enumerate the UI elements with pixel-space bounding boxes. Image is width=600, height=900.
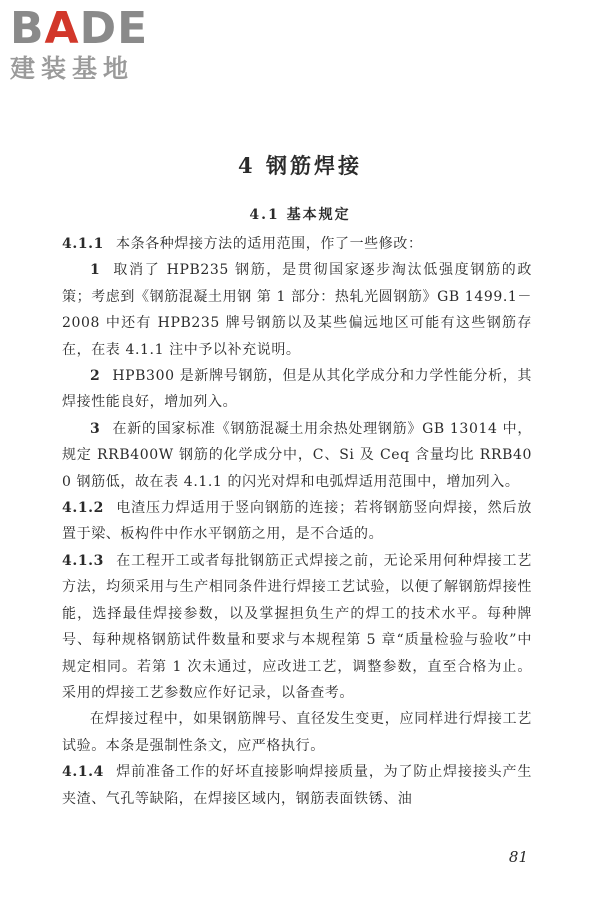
- paragraph-item-1: [62, 257, 532, 363]
- paragraph-4-1-3: [62, 548, 532, 706]
- page-number: 81: [508, 848, 528, 866]
- chapter-title: 4 钢筋焊接: [238, 153, 362, 178]
- item-number: 2: [90, 368, 101, 385]
- logo: [10, 3, 185, 84]
- paragraph-text: HPB300 是新牌号钢筋，但是从其化学成分和力学性能分析，其焊接性能良好，增加列入。: [62, 368, 532, 411]
- paragraph-text: 在新的国家标准《钢筋混凝土用余热处理钢筋》GB 13014 中，规定 RRB400W 钢筋的化学成分中，C、Si 及 Ceq 含量均比 RRB400 钢筋低，故在表 4.1.1 的闪光对焊和电弧焊适用范围中，增加列入。: [62, 420, 532, 490]
- paragraph-item-2: [62, 363, 532, 416]
- clause-number: 4.1.3: [62, 552, 104, 569]
- paragraph-4-1-1: [62, 231, 532, 257]
- paragraph-text: 焊前准备工作的好坏直接影响焊接质量，为了防止焊接接头产生夹渣、气孔等缺陷，在焊接区域内，钢筋表面铁锈、油: [62, 764, 532, 807]
- logo-letter-b: B: [10, 3, 45, 54]
- paragraph-text: 电渣压力焊适用于竖向钢筋的连接；若将钢筋竖向焊接，然后放置于梁、板构件中作水平钢筋之用，是不合适的。: [62, 500, 532, 543]
- item-number: 3: [90, 420, 101, 437]
- section-title: 4.1 基本规定: [249, 207, 351, 223]
- logo-wordmark: [10, 3, 185, 54]
- paragraph-item-3: [62, 416, 532, 495]
- logo-letters-de: DE: [79, 3, 149, 54]
- paragraph-text: 取消了 HPB235 钢筋，是贯彻国家逐步淘汰低强度钢筋的政策；考虑到《钢筋混凝土用钢 第 1 部分：热轧光圆钢筋》GB 1499.1－2008 中还有 HPB235 牌号钢筋以及某些偏远地区可能有这些钢筋存在，在表 4.1.1 注中予以补充说明。: [62, 262, 532, 358]
- paragraph-text: 在工程开工或者每批钢筋正式焊接之前，无论采用何种焊接工艺方法，均须采用与生产相同条件进行焊接工艺试验，以便了解钢筋焊接性能，选择最佳焊接参数，以及掌握担负生产的焊工的技术水平。每种牌号、每种规格钢筋试件数量和要求与本规程第 5 章“质量检验与验收”中规定相同。若第 1 次未通过，应改进工艺，调整参数，直至合格为止。采用的焊接工艺参数应作好记录，以备查考。: [62, 552, 532, 701]
- clause-number: 4.1.1: [62, 236, 104, 252]
- paragraph-text: 本条各种焊接方法的适用范围，作了一些修改：: [115, 236, 423, 252]
- paragraph-4-1-3-continued: [62, 706, 532, 759]
- clause-number: 4.1.2: [62, 500, 104, 517]
- paragraph-text: 在焊接过程中，如果钢筋牌号、直径发生变更，应同样进行焊接工艺试验。本条是强制性条文，应严格执行。: [62, 711, 532, 754]
- clause-number: 4.1.4: [62, 764, 104, 781]
- item-number: 1: [90, 262, 101, 279]
- paragraph-4-1-4: [62, 759, 532, 812]
- logo-subtitle: 建装基地: [10, 54, 135, 83]
- paragraph-4-1-2: [62, 495, 532, 548]
- body-text: [62, 231, 532, 812]
- logo-letter-a: A: [44, 3, 80, 54]
